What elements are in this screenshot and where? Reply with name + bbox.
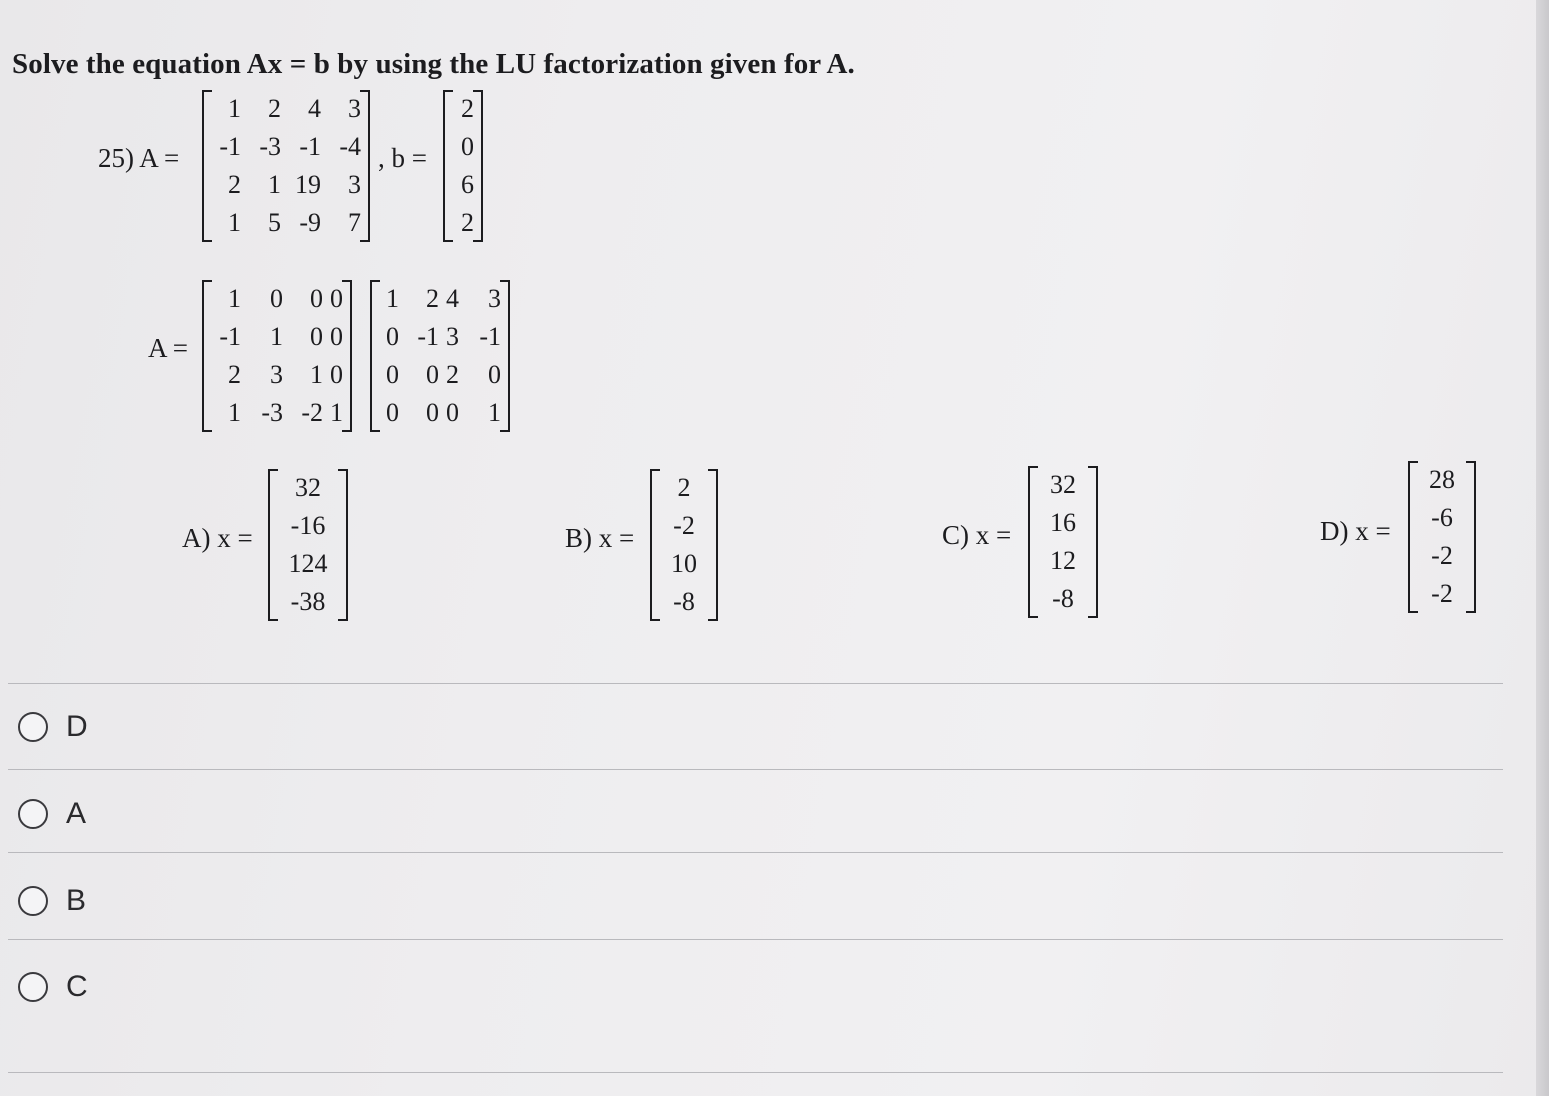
choice-d-value: 28 xyxy=(1429,465,1455,494)
matrix-a-cell: 4 xyxy=(308,94,321,123)
question-prompt: Solve the equation Ax = b by using the LU factorization given for A. xyxy=(12,48,855,80)
matrix-l-cell: 0 xyxy=(330,360,343,389)
matrix-a-cell: -9 xyxy=(299,208,321,237)
choice-b-value: 10 xyxy=(671,549,697,578)
matrix-l xyxy=(202,280,352,432)
choice-a-vector xyxy=(268,469,348,621)
matrix-u-cell: 4 xyxy=(446,284,459,313)
matrix-u-cell: 0 xyxy=(426,360,439,389)
radio-button-icon[interactable] xyxy=(18,972,48,1002)
radio-button-icon[interactable] xyxy=(18,799,48,829)
divider xyxy=(8,852,1503,853)
vector-b-cell: 0 xyxy=(461,132,474,161)
matrix-a-cell: 7 xyxy=(348,208,361,237)
vector-b-cell: 6 xyxy=(461,170,474,199)
radio-button-icon[interactable] xyxy=(18,886,48,916)
answer-option-label: D xyxy=(66,710,88,743)
choice-a-value: -16 xyxy=(290,511,326,540)
matrix-l-cell: 1 xyxy=(330,398,343,427)
matrix-u-cell: -1 xyxy=(479,322,501,351)
matrix-l-cell: 0 xyxy=(330,322,343,351)
matrix-a-cell: 1 xyxy=(228,94,241,123)
matrix-u-cell: 3 xyxy=(488,284,501,313)
divider xyxy=(8,1072,1503,1073)
matrix-l-cell: 0 xyxy=(270,284,283,313)
matrix-u xyxy=(370,280,510,432)
choice-b-value: 2 xyxy=(677,473,691,502)
matrix-u-cell: 0 xyxy=(426,398,439,427)
answer-option-c[interactable] xyxy=(18,970,88,1004)
choice-b-value: -2 xyxy=(673,511,695,540)
vector-b xyxy=(443,90,483,242)
matrix-l-cell: 2 xyxy=(228,360,241,389)
choice-c-value: 12 xyxy=(1050,546,1076,575)
matrix-u-cell: 3 xyxy=(446,322,459,351)
answer-option-label: C xyxy=(66,970,88,1003)
answer-option-label: A xyxy=(66,797,87,830)
matrix-a-cell: 19 xyxy=(295,170,321,199)
choice-c-label: C) x = xyxy=(942,520,1012,550)
matrix-u-cell: 0 xyxy=(488,360,501,389)
choice-c-value: 16 xyxy=(1050,508,1076,537)
matrix-u-cell: 0 xyxy=(386,360,399,389)
choice-c-value: 32 xyxy=(1050,470,1076,499)
choice-b-label: B) x = xyxy=(565,523,635,553)
matrix-l-cell: 0 xyxy=(310,322,323,351)
matrix-a-cell: -4 xyxy=(339,132,361,161)
radio-button-icon[interactable] xyxy=(18,712,48,742)
choice-d-value: -2 xyxy=(1431,541,1453,570)
matrix-a-cell: 3 xyxy=(348,94,361,123)
vector-b-cell: 2 xyxy=(461,208,474,237)
matrix-a-cell: -3 xyxy=(259,132,281,161)
matrix-a xyxy=(202,90,370,242)
matrix-l-cell: 1 xyxy=(228,398,241,427)
matrix-a-cell: -1 xyxy=(219,132,241,161)
matrix-a-cell: 5 xyxy=(268,208,281,237)
matrix-l-cell: -1 xyxy=(219,322,241,351)
matrix-a-cell: 1 xyxy=(268,170,281,199)
matrix-a-cell: -1 xyxy=(299,132,321,161)
answer-option-label: B xyxy=(66,884,87,917)
matrix-u-cell: 0 xyxy=(386,322,399,351)
matrix-l-cell: 1 xyxy=(310,360,323,389)
matrix-a-cell: 2 xyxy=(228,170,241,199)
matrix-l-cell: -3 xyxy=(261,398,283,427)
answer-option-a[interactable] xyxy=(18,797,86,831)
divider xyxy=(8,769,1503,770)
matrix-u-cell: 2 xyxy=(446,360,459,389)
choice-a-value: 124 xyxy=(288,549,328,578)
matrix-u-cell: 0 xyxy=(446,398,459,427)
choice-c-value: -8 xyxy=(1052,584,1074,613)
divider xyxy=(8,683,1503,684)
matrix-l-cell: 3 xyxy=(270,360,283,389)
choice-a-label: A) x = xyxy=(182,523,253,553)
choice-d-value: -2 xyxy=(1431,579,1453,608)
matrix-u-cell: -1 xyxy=(417,322,439,351)
vector-b-cell: 2 xyxy=(461,94,474,123)
matrix-a-cell: 1 xyxy=(228,208,241,237)
matrix-u-cell: 1 xyxy=(488,398,501,427)
matrix-l-cell: 0 xyxy=(330,284,343,313)
matrix-a-cell: 3 xyxy=(348,170,361,199)
matrix-u-cell: 2 xyxy=(426,284,439,313)
matrix-l-cell: -2 xyxy=(301,398,323,427)
choice-d-value: -6 xyxy=(1431,503,1453,532)
b-label: , b = xyxy=(378,143,427,173)
choice-b-vector xyxy=(650,469,718,621)
choice-d-label: D) x = xyxy=(1320,516,1391,546)
question-number-label: 25) A = xyxy=(98,143,180,173)
choice-a-value: -38 xyxy=(290,587,326,616)
answer-option-b[interactable] xyxy=(18,884,86,918)
matrix-l-cell: 0 xyxy=(310,284,323,313)
screen-edge xyxy=(1536,0,1549,1096)
matrix-u-cell: 0 xyxy=(386,398,399,427)
choice-c-vector xyxy=(1028,466,1098,618)
matrix-u-cell: 1 xyxy=(386,284,399,313)
divider xyxy=(8,939,1503,940)
choice-a-value: 32 xyxy=(295,473,321,502)
answer-option-d[interactable] xyxy=(18,710,88,744)
matrix-l-cell: 1 xyxy=(228,284,241,313)
matrix-a-cell: 2 xyxy=(268,94,281,123)
choice-d-vector xyxy=(1408,461,1476,613)
factorization-label: A = xyxy=(148,333,188,363)
choice-b-value: -8 xyxy=(673,587,695,616)
matrix-l-cell: 1 xyxy=(270,322,283,351)
